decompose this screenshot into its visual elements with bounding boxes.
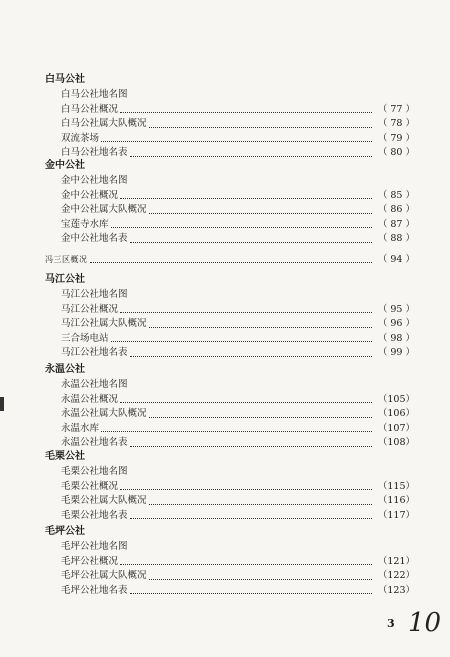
entry-page: （ 99 ） xyxy=(377,347,415,359)
toc-entry[interactable] xyxy=(45,540,415,555)
section-maoli xyxy=(45,449,415,523)
entry-page: （117） xyxy=(377,509,415,521)
entry-label: 三合场电站 xyxy=(61,332,109,344)
toc-entry[interactable] xyxy=(45,378,415,393)
entry-page: （105） xyxy=(377,393,415,405)
entry-label: 白马公社概况 xyxy=(61,103,119,115)
entry-label: 毛坪公社地名表 xyxy=(61,584,128,596)
entry-page: （ 88 ） xyxy=(377,233,415,245)
toc-entry[interactable] xyxy=(45,189,415,204)
toc-entry[interactable] xyxy=(45,203,415,218)
entry-page: （ 94 ） xyxy=(377,254,415,265)
entry-label: 永温水库 xyxy=(61,422,100,434)
entry-page: （115） xyxy=(377,480,415,492)
entry-page: （ 95 ） xyxy=(377,303,415,315)
entry-page: （116） xyxy=(377,495,415,507)
section-title: 永温公社 xyxy=(45,364,85,375)
toc-entry[interactable] xyxy=(45,422,415,437)
toc-entry[interactable] xyxy=(45,393,415,408)
toc-entry[interactable] xyxy=(45,132,415,147)
section-title: 马江公社 xyxy=(45,274,85,285)
entry-label: 永温公社概况 xyxy=(61,393,119,405)
entry-label: 永温公社地名图 xyxy=(61,379,128,390)
section-maoping xyxy=(45,524,415,598)
entry-page: （ 85 ） xyxy=(377,189,415,201)
toc-entry[interactable] xyxy=(45,465,415,480)
section-yongwen xyxy=(45,362,415,451)
entry-page: （122） xyxy=(377,570,415,582)
margin-mark xyxy=(0,397,4,411)
entry-label: 毛栗公社概况 xyxy=(61,480,119,492)
toc-entry[interactable] xyxy=(45,117,415,132)
toc-entry[interactable] xyxy=(45,103,415,118)
toc-entry-district[interactable] xyxy=(45,253,415,267)
toc-entry[interactable] xyxy=(45,346,415,361)
section-title: 毛栗公社 xyxy=(45,451,85,462)
entry-page: （108） xyxy=(377,437,415,449)
entry-label: 永温公社属大队概况 xyxy=(61,408,147,420)
handwritten-number: 10 xyxy=(408,608,442,638)
entry-label: 毛栗公社地名表 xyxy=(61,509,128,521)
entry-label: 毛坪公社地名图 xyxy=(61,541,128,552)
entry-page: （107） xyxy=(377,422,415,434)
toc-entry[interactable] xyxy=(45,584,415,599)
entry-page: （ 80 ） xyxy=(377,147,415,159)
entry-label: 金中公社概况 xyxy=(61,189,119,201)
toc-entry[interactable] xyxy=(45,288,415,303)
entry-label: 白马公社属大队概况 xyxy=(61,118,147,130)
toc-entry[interactable] xyxy=(45,218,415,233)
entry-label: 马江公社地名图 xyxy=(61,289,128,300)
entry-page: （123） xyxy=(377,584,415,596)
entry-label: 毛坪公社概况 xyxy=(61,555,119,567)
entry-page: （121） xyxy=(377,555,415,567)
toc-entry[interactable] xyxy=(45,569,415,584)
toc-entry[interactable] xyxy=(45,332,415,347)
section-title: 金中公社 xyxy=(45,160,85,171)
section-title: 白马公社 xyxy=(45,74,85,85)
entry-page: （ 87 ） xyxy=(377,218,415,230)
entry-label: 金中公社属大队概况 xyxy=(61,204,147,216)
toc-entry[interactable] xyxy=(45,88,415,103)
entry-label: 永温公社地名表 xyxy=(61,437,128,449)
entry-label: 白马公社地名表 xyxy=(61,147,128,159)
entry-label: 毛坪公社属大队概况 xyxy=(61,570,147,582)
toc-entry[interactable] xyxy=(45,303,415,318)
entry-label: 金中公社地名表 xyxy=(61,233,128,245)
entry-page: （ 86 ） xyxy=(377,204,415,216)
entry-label: 白马公社地名图 xyxy=(61,89,128,100)
entry-label: 毛栗公社属大队概况 xyxy=(61,495,147,507)
toc-entry[interactable] xyxy=(45,232,415,247)
toc-entry[interactable] xyxy=(45,174,415,189)
entry-label: 马江公社属大队概况 xyxy=(61,318,147,330)
entry-label: 马江公社概况 xyxy=(61,303,119,315)
section-jinzhong xyxy=(45,158,415,247)
entry-page: （ 78 ） xyxy=(377,118,415,130)
entry-page: （ 96 ） xyxy=(377,318,415,330)
toc-entry[interactable] xyxy=(45,407,415,422)
entry-page: （ 79 ） xyxy=(377,132,415,144)
section-majiang xyxy=(45,272,415,361)
entry-label: 马江公社地名表 xyxy=(61,347,128,359)
entry-label: 毛栗公社地名图 xyxy=(61,466,128,477)
entry-page: （106） xyxy=(377,408,415,420)
entry-page: （ 77 ） xyxy=(377,103,415,115)
toc-entry[interactable] xyxy=(45,555,415,570)
entry-label: 宝莲寺水库 xyxy=(61,218,109,230)
entry-label: 冯三区概况 xyxy=(45,255,88,264)
toc-entry[interactable] xyxy=(45,317,415,332)
section-baima xyxy=(45,72,415,161)
section-title: 毛坪公社 xyxy=(45,526,85,537)
toc-entry[interactable] xyxy=(45,509,415,524)
entry-label: 金中公社地名图 xyxy=(61,175,128,186)
toc-entry[interactable] xyxy=(45,480,415,495)
entry-label: 双流茶场 xyxy=(61,132,100,144)
entry-page: （ 98 ） xyxy=(377,332,415,344)
toc-entry[interactable] xyxy=(45,494,415,509)
page-number: 3 xyxy=(387,617,395,630)
